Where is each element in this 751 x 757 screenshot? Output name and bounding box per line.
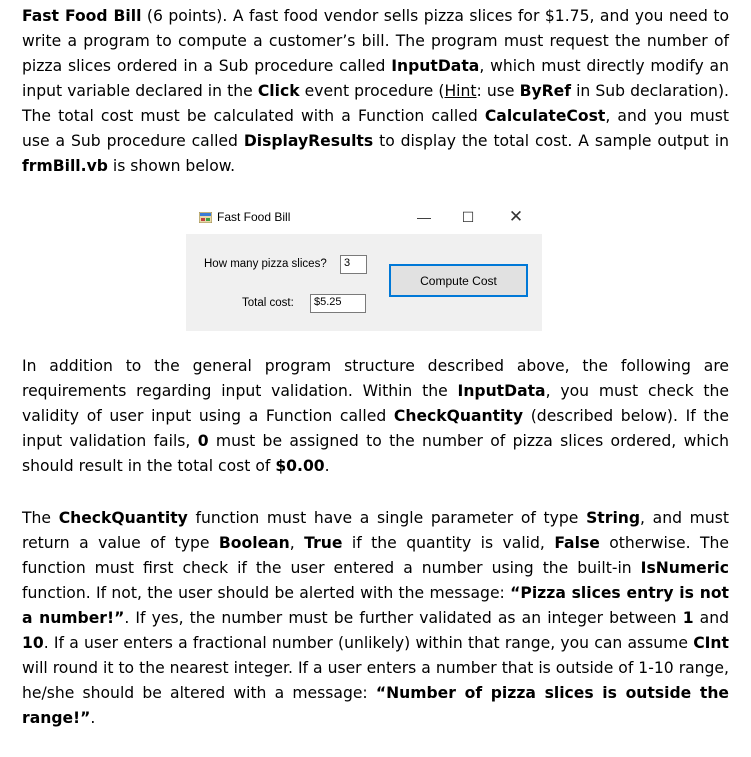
quantity-label: How many pizza slices? (204, 258, 327, 270)
error-message-not-number: “Pizza slices entry is not a number!” (22, 584, 730, 627)
maximize-icon[interactable]: ☐ (461, 208, 475, 225)
app-icon (199, 212, 212, 223)
window-titlebar (186, 200, 542, 234)
intro-paragraph: Fast Food Bill (6 points). A fast food vendor sells pizza slices for $1.75, and you need to write a program to compute a customer’s bill. The program must request the number of pizza slices ordered in a Sub procedure called InputData, which must directly modify an input variable declared in the Click event procedure (Hint: use ByRef in Sub declaration). The total cost must be calculated with a Function called CalculateCost, and you must use a Sub procedure called DisplayResults to display the total cost. A sample output in frmBill.vb is shown below. (22, 7, 729, 175)
heading-fast-food-bill: Fast Food Bill (22, 7, 142, 25)
hint-label: Hint (444, 82, 477, 100)
sample-output-window (186, 200, 542, 331)
quantity-input[interactable]: 3 (340, 255, 367, 274)
minimize-icon[interactable]: — (417, 209, 431, 225)
total-cost-field: $5.25 (310, 294, 366, 313)
validation-paragraph: In addition to the general program structure described above, the following are requirements regarding input validation. Within the InputData, you must check the validity of user input using a Function called CheckQuantity (described below). If the input validation fails, 0 must be assigned to the number of pizza slices ordered, which should result in the total cost of $0.00. (22, 357, 730, 475)
total-cost-label: Total cost: (242, 297, 294, 309)
window-client-area (186, 234, 542, 331)
close-icon[interactable]: ✕ (508, 207, 524, 226)
error-message-out-of-range: “Number of pizza slices is outside the range!” (22, 684, 729, 727)
window-title: Fast Food Bill (217, 210, 291, 224)
checkquantity-paragraph: The CheckQuantity function must have a single parameter of type String, and must return a value of type Boolean, True if the quantity is valid, False otherwise. The function must first check if the user entered a number using the built-in IsNumeric function. If not, the user should be alerted with the message: “Pizza slices entry is not a number!”. If yes, the number must be further validated as an integer between 1 and 10. If a user enters a fractional number (unlikely) within that range, you can assume CInt will round it to the nearest integer. If a user enters a number that is outside of 1-10 range, he/she should be altered with a message: “Number of pizza slices is outside the range!”. (22, 509, 730, 727)
compute-cost-button[interactable]: Compute Cost (389, 264, 528, 297)
